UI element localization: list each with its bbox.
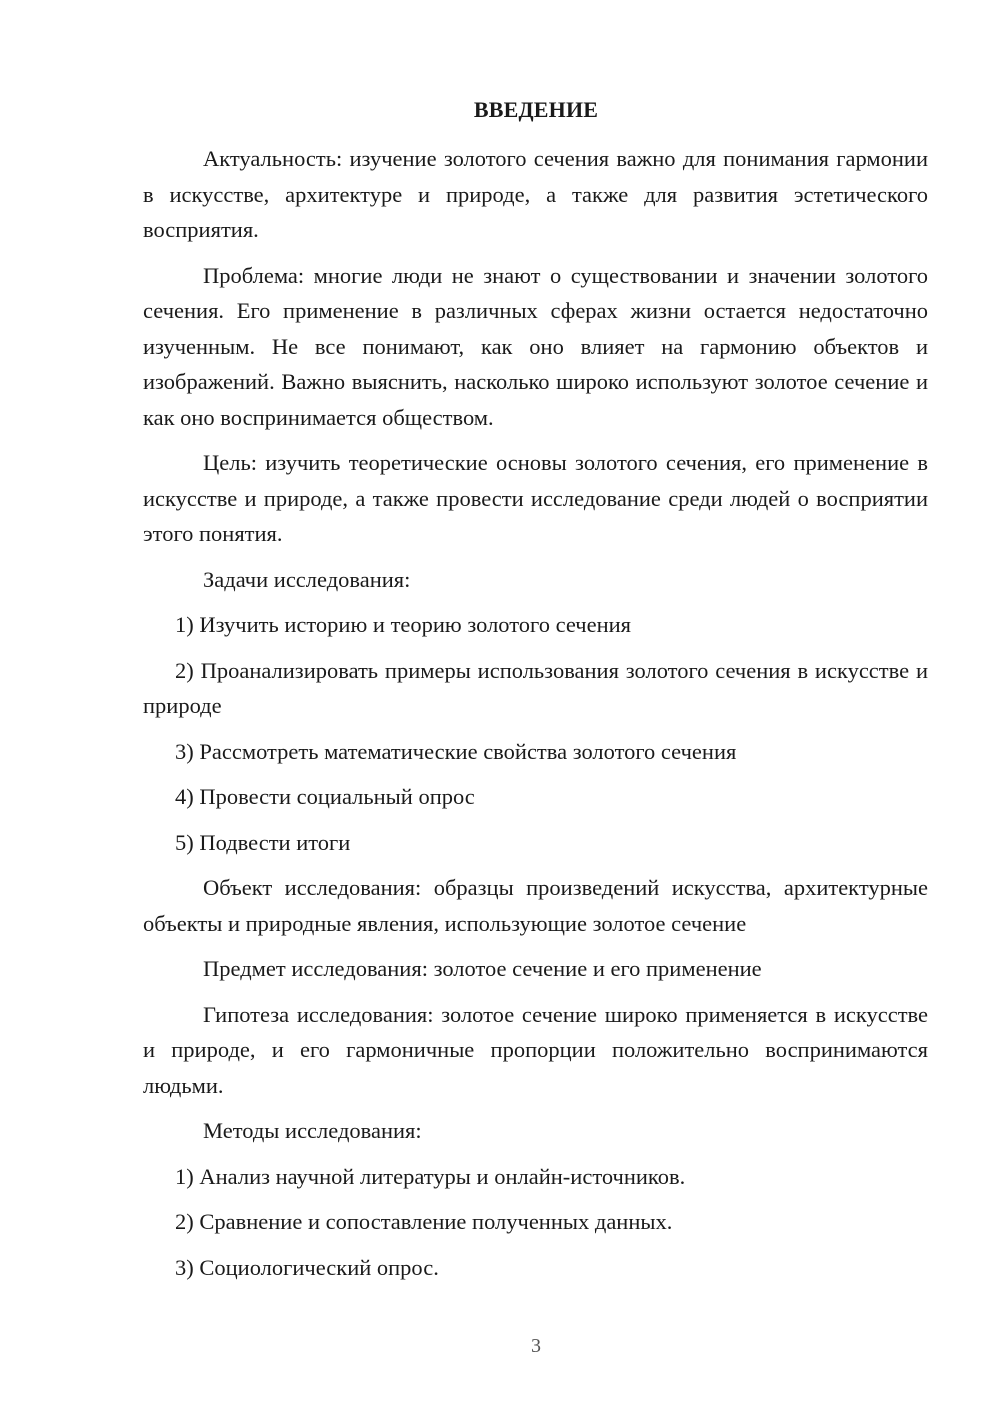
hypothesis-paragraph: Гипотеза исследования: золотое сечение широко применяется в искусстве и природе, и его гармоничные пропорции положительно воспринимаются людьми. — [143, 1001, 928, 1098]
body-text — [143, 141, 928, 1295]
method-item: 3) Социологический опрос. — [175, 1254, 439, 1280]
page-number: 3 — [531, 1335, 541, 1357]
method-item: 1) Анализ научной литературы и онлайн-источников. — [175, 1163, 686, 1189]
methods-heading: Методы исследования: — [203, 1118, 422, 1143]
goal-paragraph: Цель: изучить теоретические основы золотого сечения, его применение в искусстве и природе, а также провести исследование среди людей о восприятии этого понятия. — [143, 450, 928, 546]
task-item: 2) Проанализировать примеры использования золотого сечения в искусстве и природе — [143, 657, 928, 718]
relevance-paragraph: Актуальность: изучение золотого сечения важно для понимания гармонии в искусстве, архитектуре и природе, а также для развития эстетического восприятия. — [143, 146, 928, 242]
subject-paragraph: Предмет исследования: золотое сечение и его применение — [203, 956, 762, 981]
task-item: 3) Рассмотреть математические свойства золотого сечения — [175, 738, 737, 764]
method-item: 2) Сравнение и сопоставление полученных данных. — [175, 1209, 673, 1234]
problem-paragraph: Проблема: многие люди не знают о существовании и значении золотого сечения. Его применение в различных сферах жизни остается недостаточно изученным. Не все понимают, как оно влияет на гармонию объектов и изображений. Важно выяснить, насколько широко используют золотое сечение и как оно воспринимается обществом. — [143, 262, 928, 430]
task-item: 1) Изучить историю и теорию золотого сечения — [175, 612, 631, 637]
task-item: 5) Подвести итоги — [175, 829, 351, 855]
section-heading: ВВЕДЕНИЕ — [473, 97, 599, 122]
object-paragraph: Объект исследования: образцы произведений искусства, архитектурные объекты и природные явления, использующие золотое сечение — [143, 875, 928, 936]
tasks-heading: Задачи исследования: — [203, 566, 411, 592]
task-item: 4) Провести социальный опрос — [175, 784, 475, 809]
